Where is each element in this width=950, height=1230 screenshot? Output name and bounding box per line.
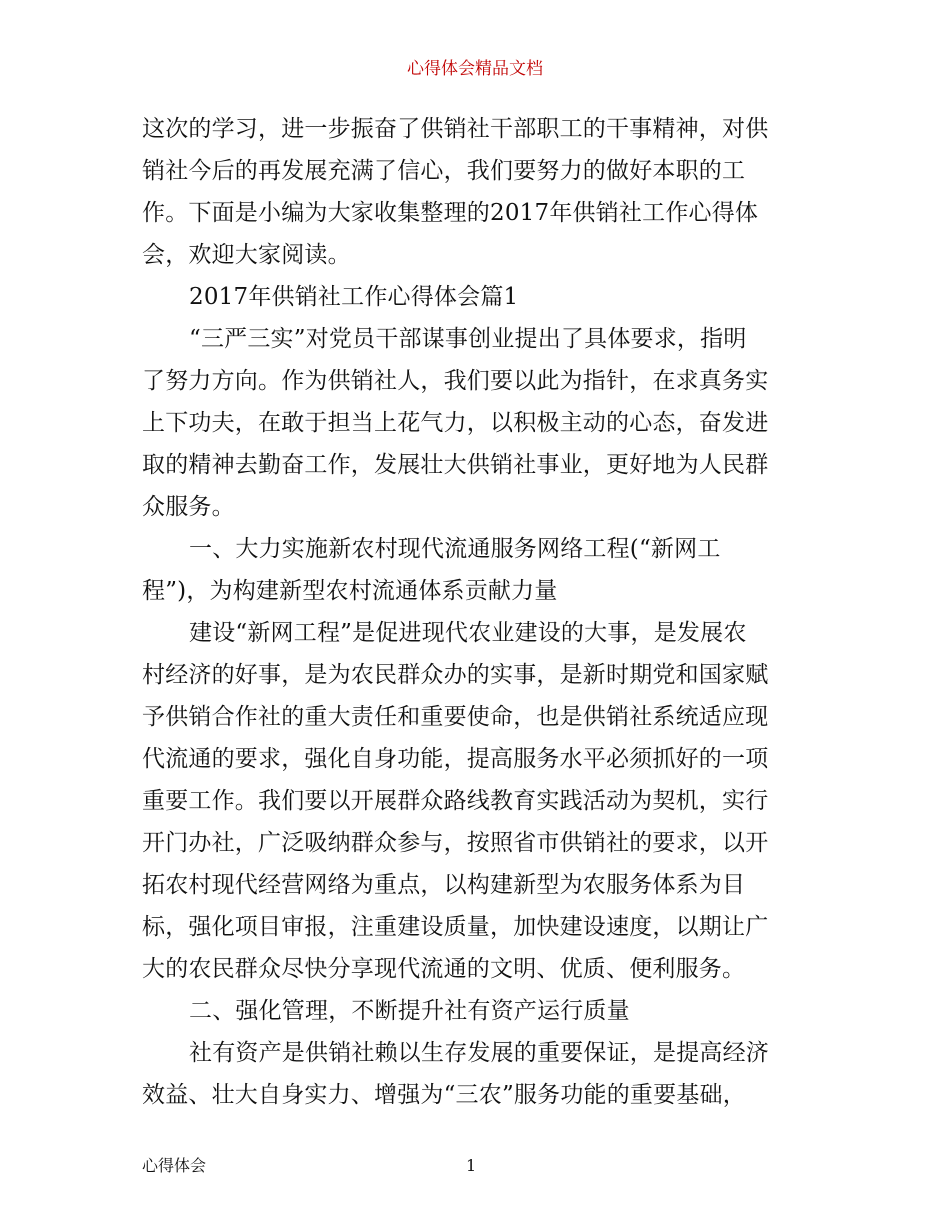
body-line: 上下功夫，在敢于担当上花气力，以积极主动的心态，奋发进 [142,410,769,436]
body-line: 社有资产是供销社赖以生存发展的重要保证，是提高经济 [189,1040,769,1066]
body-line: 取的精神去勤奋工作，发展壮大供销社事业，更好地为人民群 [142,452,769,478]
body-line: 了努力方向。作为供销社人，我们要以此为指针，在求真务实 [142,368,769,394]
body-line: 会，欢迎大家阅读。 [142,242,351,268]
body-line: 这次的学习，进一步振奋了供销社干部职工的干事精神，对供 [142,116,769,142]
body-line: 效益、壮大自身实力、增强为“三农”服务功能的重要基础， [142,1082,746,1108]
page-header-title: 心得体会精品文档 [407,59,543,79]
body-line: 开门办社，广泛吸纳群众参与，按照省市供销社的要求，以开 [142,830,769,856]
body-line: 代流通的要求，强化自身功能，提高服务水平必须抓好的一项 [142,746,769,772]
document-body [142,108,814,1116]
body-line: 销社今后的再发展充满了信心，我们要努力的做好本职的工 [142,158,746,184]
body-line: 标，强化项目审报，注重建设质量，加快建设速度，以期让广 [142,914,769,940]
subsection-heading: 一、大力实施新农村现代流通服务网络工程(“新网工 [189,536,721,562]
subsection-heading: 程”)，为构建新型农村流通体系贡献力量 [142,578,558,604]
body-line: 拓农村现代经营网络为重点，以构建新型为农服务体系为目 [142,872,746,898]
body-line: “三严三实”对党员干部谋事创业提出了具体要求，指明 [189,326,747,352]
body-line: 大的农民群众尽快分享现代流通的文明、优质、便利服务。 [142,956,746,982]
footer-label: 心得体会 [142,1156,207,1175]
body-line: 重要工作。我们要以开展群众路线教育实践活动为契机，实行 [142,788,769,814]
body-line: 村经济的好事，是为农民群众办的实事，是新时期党和国家赋 [142,662,769,688]
section-heading: 2017年供销社工作心得体会篇1 [189,284,519,310]
body-line: 众服务。 [142,494,235,520]
body-line: 予供销合作社的重大责任和重要使命，也是供销社系统适应现 [142,704,769,730]
body-line: 建设“新网工程”是促进现代农业建设的大事，是发展农 [189,620,747,646]
subsection-heading: 二、强化管理，不断提升社有资产运行质量 [189,998,630,1024]
body-line: 作。下面是小编为大家收集整理的2017年供销社工作心得体 [142,200,759,226]
page-number: 1 [466,1156,477,1175]
